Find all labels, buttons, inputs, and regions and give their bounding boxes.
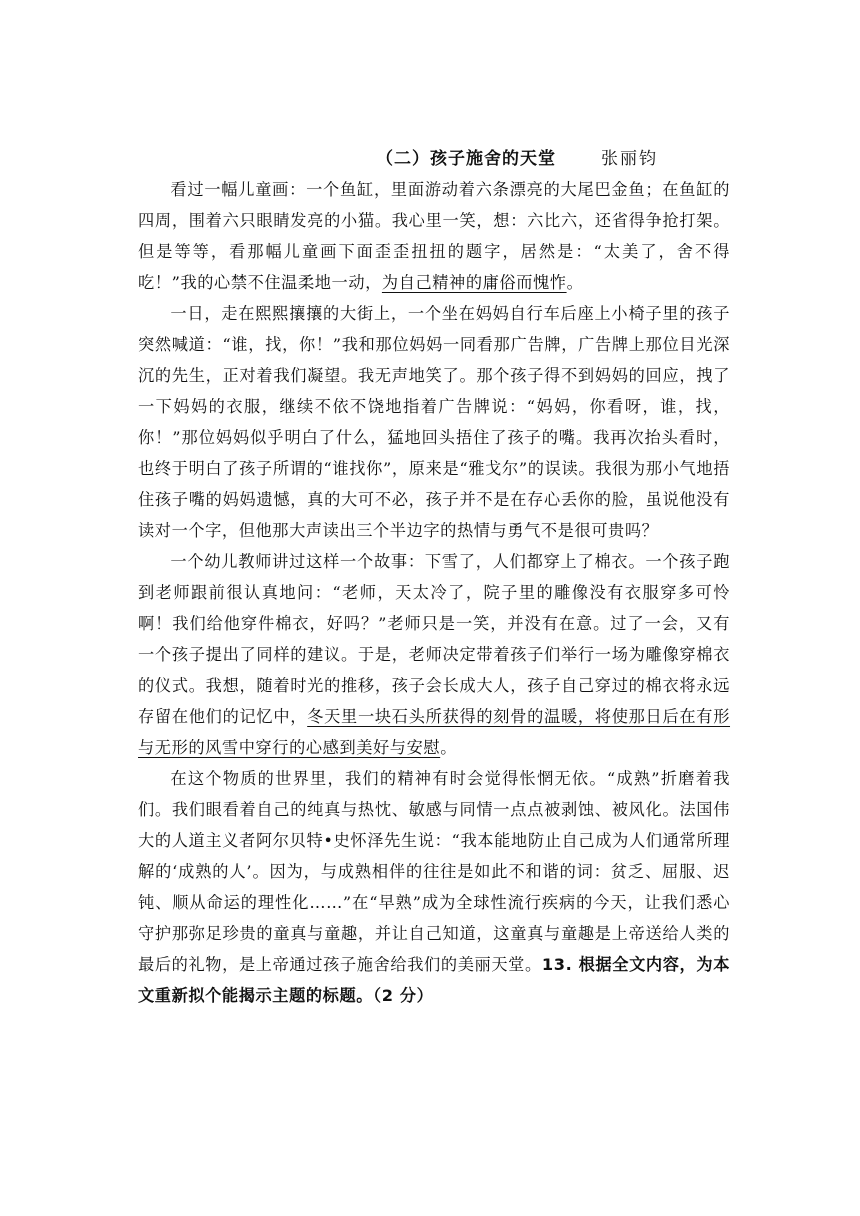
paragraph-3: [138, 546, 730, 763]
paragraph-2: [138, 298, 730, 546]
document-page: [138, 140, 730, 1011]
paragraph-2-text: 一日，走在熙熙攘攘的大街上，一个坐在妈妈自行车后座上小椅子里的孩子突然喊道：“谁，找，你！”我和那位妈妈一同看那广告牌，广告牌上那位目光深沉的先生，正对着我们凝望。我无声地笑了。那个孩子得不到妈妈的回应，拽了一下妈妈的衣服，继续不依不饶地指着广告牌说：“妈妈，你看呀，谁，找，你！”那位妈妈似乎明白了什么，猛地回头捂住了孩子的嘴。我再次抬头看时，也终于明白了孩子所谓的“谁找你”，原来是“雅戈尔”的误读。我很为那小气地捂住孩子嘴的妈妈遗憾，真的大可不必，孩子并不是在存心丢你的脸，虽说他没有读对一个字，但他那大声读出三个半边字的热情与勇气不是很可贵吗？: [138, 304, 730, 540]
article-title: （二）孩子施舍的天堂: [376, 149, 556, 169]
paragraph-3-text: 一个幼儿教师讲过这样一个故事：下雪了，人们都穿上了棉衣。一个孩子跑到老师跟前很认真地问：“老师，天太冷了，院子里的雕像没有衣服穿多可怜啊！我们给他穿件棉衣，好吗？”老师只是一笑，并没有在意。过了一会，又有一个孩子提出了同样的建议。于是，老师决定带着孩子们举行一场为雕像穿棉衣的仪式。我想，随着时光的推移，孩子会长成大人，孩子自己穿过的棉衣将永远存留在他们的记忆中，: [138, 552, 730, 726]
paragraph-1-underlined: 为自己精神的庸俗而愧怍: [381, 273, 567, 292]
question-13: 13. 根据全文内容，为本文重新拟个能揭示主题的标题。（2 分）: [138, 955, 730, 1005]
title-line: [138, 140, 730, 174]
paragraph-3-underlined: 冬天里一块石头所获得的刻骨的温暖，将使那日后在有形与无形的风雪中穿行的心感到美好与安慰: [138, 707, 731, 757]
paragraph-3-end: 。: [440, 738, 457, 757]
paragraph-4-text: 在这个物质的世界里，我们的精神有时会觉得怅惘无依。“成熟”折磨着我们。我们眼看着自己的纯真与热忱、敏感与同情一点点被剥蚀、被风化。法国伟大的人道主义者阿尔贝特•史怀泽先生说：“我本能地防止自己成为人们通常所理解的‘成熟的人’。因为，与成熟相伴的往往是如此不和谐的词：贫乏、屈服、迟钝、顺从命运的理性化……”在“早熟”成为全球性流行疾病的今天，让我们悉心守护那弥足珍贵的童真与童趣，并让自己知道，这童真与童趣是上帝送给人类的最后的礼物，是上帝通过孩子施舍给我们的美丽天堂。: [138, 769, 730, 974]
paragraph-1-end: 。: [566, 273, 584, 292]
paragraph-4: [138, 763, 730, 1011]
paragraph-1-text: 看过一幅儿童画：一个鱼缸，里面游动着六条漂亮的大尾巴金鱼；在鱼缸的四周，围着六只眼睛发亮的小猫。我心里一笑，想：六比六，还省得争抢打架。但是等等，看那幅儿童画下面歪歪扭扭的题字，居然是：“太美了，舍不得吃！”我的心禁不住温柔地一动，: [138, 180, 730, 292]
paragraph-1: [138, 174, 730, 298]
article-author: 张丽钧: [601, 149, 658, 169]
